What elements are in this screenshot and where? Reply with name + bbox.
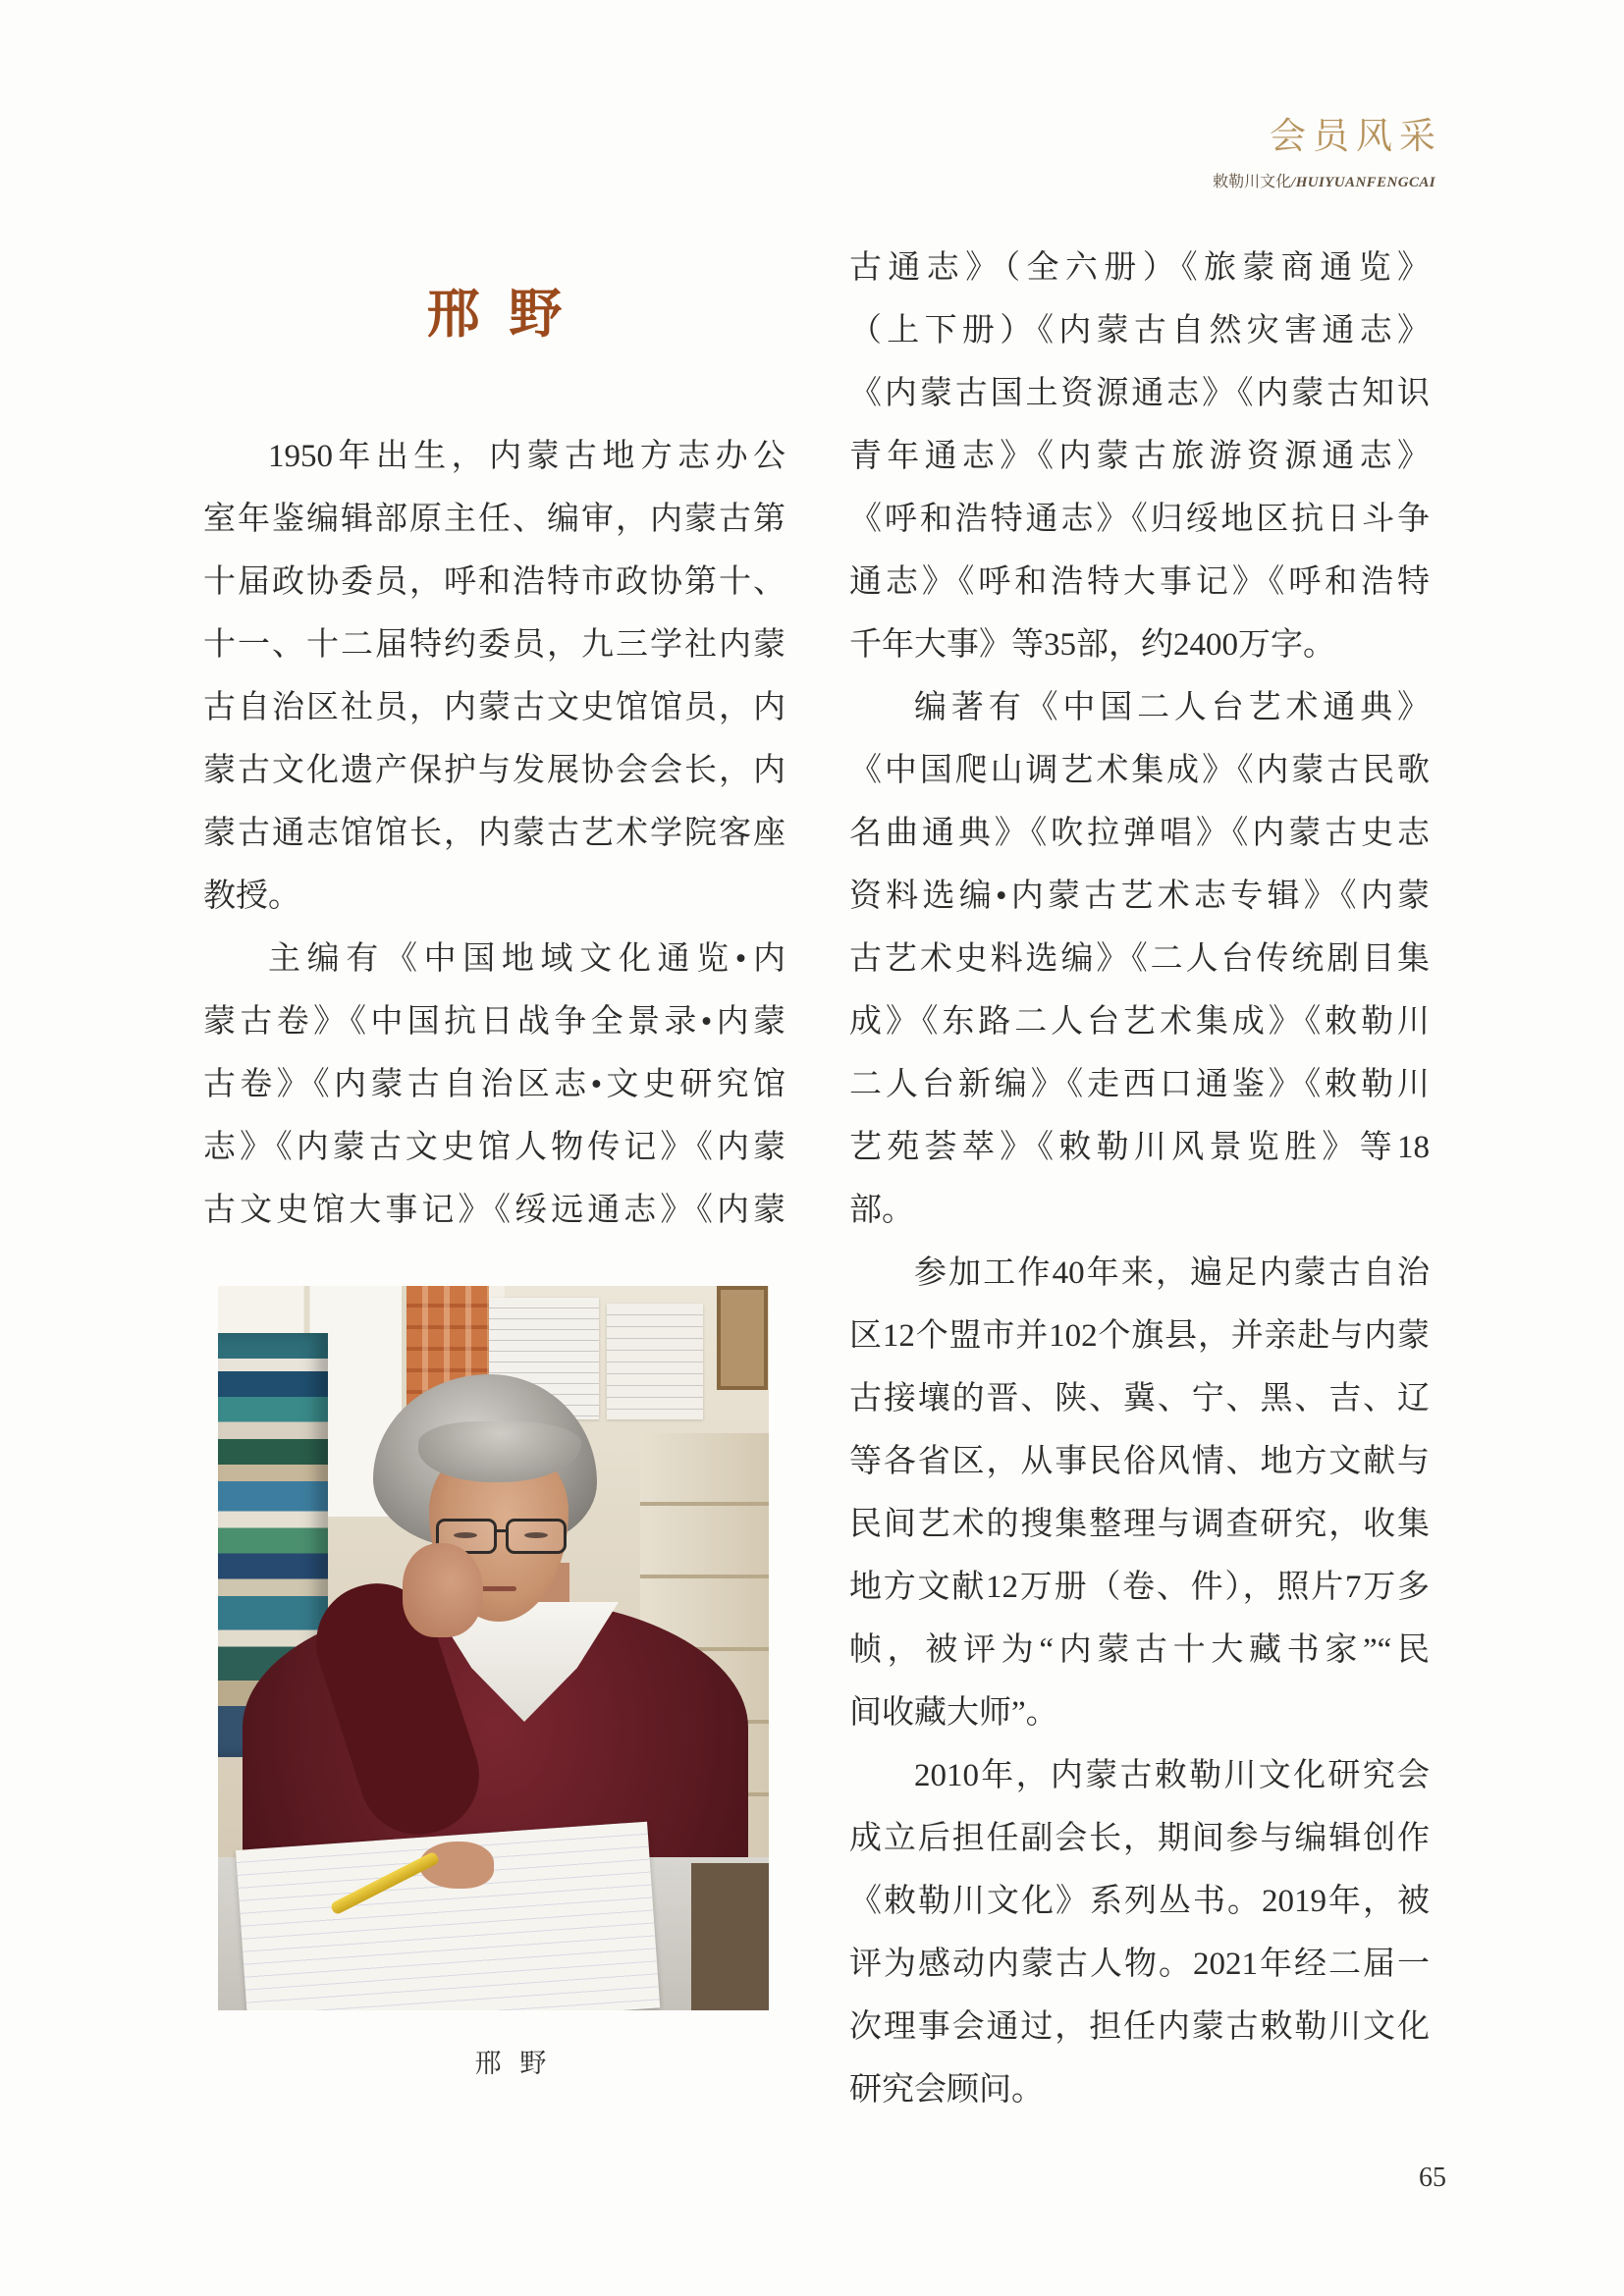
text-line: 地方文献12万册（卷、件），照片7万多 bbox=[849, 1570, 1430, 1605]
text-line: 通志》《呼和浩特大事记》《呼和浩特 bbox=[849, 564, 1430, 600]
text-line: 研究会顾问。 bbox=[849, 2072, 1044, 2108]
photo-hand bbox=[403, 1543, 483, 1637]
photo-picture-frame bbox=[717, 1286, 768, 1390]
text-line: 主编有《中国地域文化通览•内 bbox=[268, 941, 785, 977]
text-line: 评为感动内蒙古人物。2021年经二届一 bbox=[849, 1947, 1430, 1982]
section-pinyin: /HUIYUANFENGCAI bbox=[1291, 175, 1435, 190]
text-line: 《呼和浩特通志》《归绥地区抗日斗争 bbox=[849, 502, 1430, 537]
portrait-photo bbox=[218, 1286, 769, 2010]
paragraph bbox=[203, 425, 785, 928]
text-line: 古接壤的晋、陕、冀、宁、黑、吉、辽 bbox=[849, 1381, 1430, 1416]
text-line: 编著有《中国二人台艺术通典》 bbox=[914, 690, 1430, 725]
text-line: （上下册）《内蒙古自然灾害通志》 bbox=[849, 313, 1430, 348]
text-line: 十届政协委员，呼和浩特市政协第十、 bbox=[203, 564, 785, 600]
text-line: 十一、十二届特约委员，九三学社内蒙 bbox=[203, 627, 785, 663]
photo-desk-corner bbox=[691, 1863, 769, 2010]
text-line: 古文史馆大事记》《绥远通志》《内蒙 bbox=[203, 1193, 785, 1228]
text-line: 蒙古卷》《中国抗日战争全景录•内蒙 bbox=[203, 1004, 785, 1040]
text-line: 资料选编•内蒙古艺术志专辑》《内蒙 bbox=[849, 879, 1430, 914]
text-line: 次理事会通过，担任内蒙古敕勒川文化 bbox=[849, 2009, 1430, 2045]
text-line: 名曲通典》《吹拉弹唱》《内蒙古史志 bbox=[849, 816, 1430, 851]
text-line: 二人台新编》《走西口通鉴》《敕勒川 bbox=[849, 1067, 1430, 1102]
section-title: 会员风采 bbox=[1270, 117, 1442, 157]
right-text-column bbox=[849, 237, 1430, 2121]
paragraph bbox=[203, 928, 785, 1242]
photo-wall-paper bbox=[607, 1304, 703, 1419]
text-line: 室年鉴编辑部原主任、编审，内蒙古第 bbox=[203, 502, 785, 537]
paragraph bbox=[849, 1242, 1430, 1744]
article-title: 邢 野 bbox=[426, 285, 570, 344]
text-line: 区12个盟市并102个旗县，并亲赴与内蒙 bbox=[849, 1318, 1430, 1354]
text-line: 古艺术史料选编》《二人台传统剧目集 bbox=[849, 941, 1430, 977]
text-line: 等各省区，从事民俗风情、地方文献与 bbox=[849, 1444, 1430, 1479]
text-line: 古通志》（全六册）《旅蒙商通览》 bbox=[849, 250, 1430, 286]
text-line: 古自治区社员，内蒙古文史馆馆员，内 bbox=[203, 690, 785, 725]
text-line: 《内蒙古国土资源通志》《内蒙古知识 bbox=[849, 376, 1430, 411]
text-line: 青年通志》《内蒙古旅游资源通志》 bbox=[849, 439, 1430, 474]
text-line: 志》《内蒙古文史馆人物传记》《内蒙 bbox=[203, 1130, 785, 1165]
text-line: 部。 bbox=[849, 1193, 914, 1228]
text-line: 艺苑荟萃》《敕勒川风景览胜》等18 bbox=[849, 1130, 1430, 1165]
text-line: 蒙古通志馆馆长，内蒙古艺术学院客座 bbox=[203, 816, 785, 851]
text-line: 间收藏大师”。 bbox=[849, 1695, 1058, 1731]
photo-glasses-bridge bbox=[497, 1529, 507, 1532]
photo-glasses-lens bbox=[506, 1519, 567, 1554]
photo-caption: 邢 野 bbox=[474, 2049, 553, 2078]
text-line: 成立后担任副会长，期间参与编辑创作 bbox=[849, 1821, 1430, 1856]
left-text-column bbox=[203, 425, 785, 1242]
text-line: 《中国爬山调艺术集成》《内蒙古民歌 bbox=[849, 753, 1430, 788]
text-line: 1950年出生，内蒙古地方志办公 bbox=[268, 439, 785, 474]
text-line: 民间艺术的搜集整理与调查研究，收集 bbox=[849, 1507, 1430, 1542]
text-line: 《敕勒川文化》系列丛书。2019年，被 bbox=[849, 1884, 1430, 1919]
text-line: 古卷》《内蒙古自治区志•文史研究馆 bbox=[203, 1067, 785, 1102]
paragraph bbox=[849, 1744, 1430, 2121]
photo-mouth bbox=[479, 1586, 516, 1591]
section-subtitle bbox=[1213, 173, 1435, 192]
magazine-name: 敕勒川文化 bbox=[1213, 174, 1292, 190]
text-line: 帧，被评为“内蒙古十大藏书家”“民 bbox=[849, 1632, 1430, 1668]
paragraph bbox=[849, 676, 1430, 1242]
text-line: 教授。 bbox=[203, 879, 300, 914]
text-line: 千年大事》等35部，约2400万字。 bbox=[849, 627, 1335, 663]
paragraph bbox=[849, 237, 1430, 676]
text-line: 蒙古文化遗产保护与发展协会会长，内 bbox=[203, 753, 785, 788]
text-line: 2010年，内蒙古敕勒川文化研究会 bbox=[914, 1758, 1430, 1793]
text-line: 成》《东路二人台艺术集成》《敕勒川 bbox=[849, 1004, 1430, 1040]
text-line: 参加工作40年来，遍足内蒙古自治 bbox=[914, 1255, 1430, 1291]
page-number: 65 bbox=[1419, 2163, 1446, 2193]
